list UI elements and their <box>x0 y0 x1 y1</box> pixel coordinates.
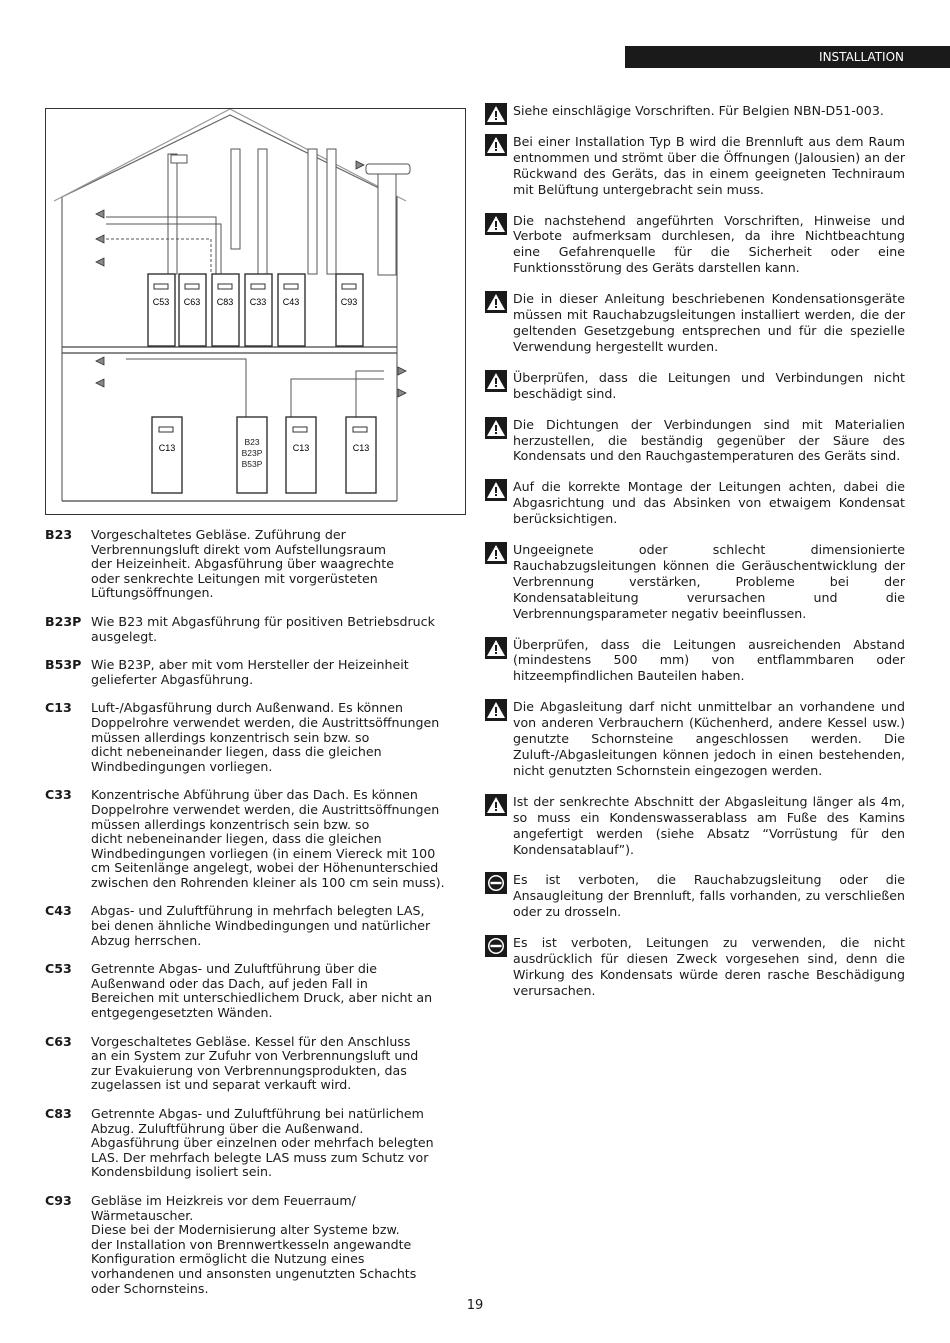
definition-code: B53P <box>45 657 82 673</box>
definition-code: C83 <box>45 1106 72 1121</box>
definition-text: Konzentrische Abführung über das Dach. Es können Doppelrohre verwendet werden, die Austrittsöffnungen müssen allerdings konzentrisch sein bzw. so dicht nebeneinander liegen, dass die gleichen Windbedingungen vorliegen (in einem Viereck mit 100 cm Seitenlänge angelegt, wobei der Höhenunterschied zwischen den Rohrenden kleiner als 100 cm sein muss). <box>91 787 445 890</box>
note-text: Siehe einschlägige Vorschriften. Für Belgien NBN-D51-003. <box>513 103 884 118</box>
unit-label: B23 B23P B53P <box>241 437 263 469</box>
unit-label: C13 <box>158 443 176 453</box>
unit-c33 <box>245 274 272 346</box>
warning-icon <box>485 699 507 721</box>
definition-c83 <box>45 1107 465 1180</box>
definition-text: Abgas- und Zuluftführung in mehrfach belegten LAS, bei denen ähnliche Windbedingungen und natürlicher Abzug herrschen. <box>91 903 431 948</box>
definition-code: B23P <box>45 613 82 629</box>
definition-code: C43 <box>45 903 72 919</box>
definition-b23 <box>45 528 465 601</box>
note-text: Ungeeignete oder schlecht dimensionierte Rauchabzugsleitungen können die Geräuschentwicklung der Verbrennung verstärken, Probleme bei der Kondensatableitung verursachen und die Verbrennungsparameter negativ beeinflussen. <box>513 542 905 621</box>
note-text: Bei einer Installation Typ B wird die Brennluft aus dem Raum entnommen und strömt über die Öffnungen (Jalousien) an der Rückwand des Geräts, das in einem geeigneten Techniraum mit Belüftung untergebracht sein muss. <box>513 133 905 197</box>
warning-icon <box>485 794 507 816</box>
definition-code: C53 <box>45 961 72 977</box>
unit-c93 <box>336 274 363 346</box>
note-text: Es ist verboten, Leitungen zu verwenden, die nicht ausdrücklich für diesen Zweck vorgesehen sind, denn die Wirkung des Kondensats würde deren rasche Beschädigung verursachen. <box>513 935 905 998</box>
note-4 <box>485 291 905 355</box>
note-12 <box>485 872 905 920</box>
warning-icon <box>485 479 507 501</box>
warning-icon <box>485 637 507 659</box>
unit-c83 <box>212 274 239 346</box>
note-3 <box>485 213 905 277</box>
prohibition-icon <box>485 872 507 894</box>
note-10 <box>485 699 905 779</box>
warning-icon <box>485 213 507 235</box>
unit-lower-3 <box>286 417 316 493</box>
definition-code: C13 <box>45 700 72 716</box>
note-5 <box>485 370 905 402</box>
note-text: Auf die korrekte Montage der Leitungen achten, dabei die Abgasrichtung und das Absinken von etwaigem Kondensat berücksichtigen. <box>513 479 905 527</box>
note-7 <box>485 479 905 527</box>
definition-b53p <box>45 658 465 687</box>
diagram-svg <box>46 109 465 514</box>
note-text: Die Dichtungen der Verbindungen sind mit Materialien herzustellen, die beständig gegenüber der Säure des Kondensats und den Rauchgastemperaturen des Geräts sind. <box>513 416 905 464</box>
safety-notes <box>485 103 905 999</box>
note-11 <box>485 794 905 858</box>
warning-icon <box>485 370 507 392</box>
note-text: Es ist verboten, die Rauchabzugsleitung oder die Ansaugleitung der Brennluft, falls vorhanden, zu verschließen oder zu drosseln. <box>513 872 905 920</box>
definition-text: Vorgeschaltetes Gebläse. Zuführung der Verbrennungsluft direkt vom Aufstellungsraum der Heizeinheit. Abgasführung über waagrechte oder senkrechte Leitungen mit vorgerüsteten Lüftungsöffnungen. <box>91 527 394 601</box>
type-definitions <box>45 528 465 1296</box>
unit-lower-1 <box>152 417 182 493</box>
note-1 <box>485 103 905 119</box>
unit-label: C43 <box>282 297 300 307</box>
unit-lower-4 <box>346 417 376 493</box>
definition-text: Getrennte Abgas- und Zuluftführung über die Außenwand oder das Dach, auf jeden Fall in Bereichen mit unterschiedlichem Druck, aber nicht an entgegengesetzten Wänden. <box>91 961 433 1021</box>
note-13 <box>485 935 905 999</box>
unit-c63 <box>179 274 206 346</box>
unit-label: C13 <box>352 443 370 453</box>
note-text: Die in dieser Anleitung beschriebenen Kondensationsgeräte müssen mit Rauchabzugsleitungen installiert werden, die der geltenden Gesetzgebung entsprechen und für die spezielle Verwendung hergestellt wurden. <box>513 291 905 354</box>
definition-code: C33 <box>45 787 72 803</box>
definition-c53 <box>45 962 465 1020</box>
definition-b23p <box>45 615 465 644</box>
unit-label: C93 <box>340 297 358 307</box>
unit-label: C53 <box>152 297 170 307</box>
definition-text: Luft-/Abgasführung durch Außenwand. Es können Doppelrohre verwendet werden, die Austrittsöffnungen müssen allerdings konzentrisch sein bzw. so dicht nebeneinander liegen, dass die gleichen Windbedingungen vorliegen. <box>91 700 440 774</box>
warning-icon <box>485 103 507 125</box>
note-6 <box>485 417 905 465</box>
unit-label: C13 <box>292 443 310 453</box>
page-number: 19 <box>466 1298 484 1313</box>
unit-label: C33 <box>249 297 267 307</box>
note-text: Ist der senkrechte Abschnitt der Abgasleitung länger als 4m, so muss ein Kondenswasserablass am Fuße des Kamins angefertigt werden (siehe Absatz “Vorrüstung für den Kondensatablauf”). <box>513 793 905 857</box>
definition-code: C93 <box>45 1192 72 1208</box>
definition-text: Getrennte Abgas- und Zuluftführung bei natürlichem Abzug. Zuluftführung über die Außenwand. Abgasführung über einzelnen oder mehrfach belegten LAS. Der mehrfach belegte LAS muss zum Schutz vor Kondensbildung isoliert sein. <box>91 1106 434 1180</box>
definition-c63 <box>45 1035 465 1093</box>
definition-text: Wie B23P, aber mit vom Hersteller der Heizeinheit gelieferter Abgasführung. <box>91 657 409 687</box>
definition-c13 <box>45 701 465 774</box>
warning-icon <box>485 542 507 564</box>
definition-text: Gebläse im Heizkreis vor dem Feuerraum/ Wärmetauscher. Diese bei der Modernisierung alter Systeme bzw. der Installation von Brennwertkesseln angewandte Konfiguration ermöglicht die Nutzung eines vorhandenen und ansonsten ungenutzten Schachts oder Schornsteins. <box>91 1192 417 1296</box>
prohibition-icon <box>485 935 507 957</box>
upper-units <box>148 274 363 346</box>
note-8 <box>485 542 905 622</box>
section-title: INSTALLATION <box>819 50 904 64</box>
unit-c43 <box>278 274 305 346</box>
warning-icon <box>485 291 507 313</box>
unit-label: C83 <box>216 297 234 307</box>
definition-c43 <box>45 904 465 948</box>
definition-text: Wie B23 mit Abgasführung für positiven Betriebsdruck ausgelegt. <box>91 613 435 644</box>
definition-code: B23 <box>45 527 73 542</box>
note-text: Überprüfen, dass die Leitungen ausreichenden Abstand (mindestens 500 mm) von entflammbaren oder hitzeempfindlichen Bauteilen haben. <box>513 636 905 684</box>
warning-icon <box>485 134 507 156</box>
lower-units <box>152 417 376 493</box>
unit-label: C63 <box>183 297 201 307</box>
note-text: Überprüfen, dass die Leitungen und Verbindungen nicht beschädigt sind. <box>513 369 905 401</box>
definition-text: Vorgeschaltetes Gebläse. Kessel für den Anschluss an ein System zur Zufuhr von Verbrennungsluft und zur Evakuierung von Verbrennungsprodukten, das zugelassen ist und separat verkauft wird. <box>91 1033 419 1093</box>
section-header <box>625 46 950 68</box>
note-text: Die Abgasleitung darf nicht unmittelbar an vorhandene und von anderen Verbrauchern (Küchenherd, andere Kessel usw.) genutzte Schornsteine angeschlossen werden. Die Zuluft-/Abgasleitungen können jedoch in einen bestehenden, nicht genutzten Schornstein eingezogen werden. <box>513 699 905 778</box>
definition-code: C63 <box>45 1033 72 1049</box>
definition-c33 <box>45 788 465 890</box>
unit-lower-2 <box>237 417 267 493</box>
unit-c53 <box>148 274 175 346</box>
definition-c93 <box>45 1194 465 1296</box>
note-2 <box>485 134 905 198</box>
note-9 <box>485 637 905 685</box>
flue-configuration-diagram <box>45 108 466 515</box>
note-text: Die nachstehend angeführten Vorschriften, Hinweise und Verbote aufmerksam durchlesen, da ihre Nichtbeachtung eine Gefahrenquelle für die Sicherheit oder eine Funktionsstörung des Geräts darstellen kann. <box>513 212 905 276</box>
warning-icon <box>485 417 507 439</box>
